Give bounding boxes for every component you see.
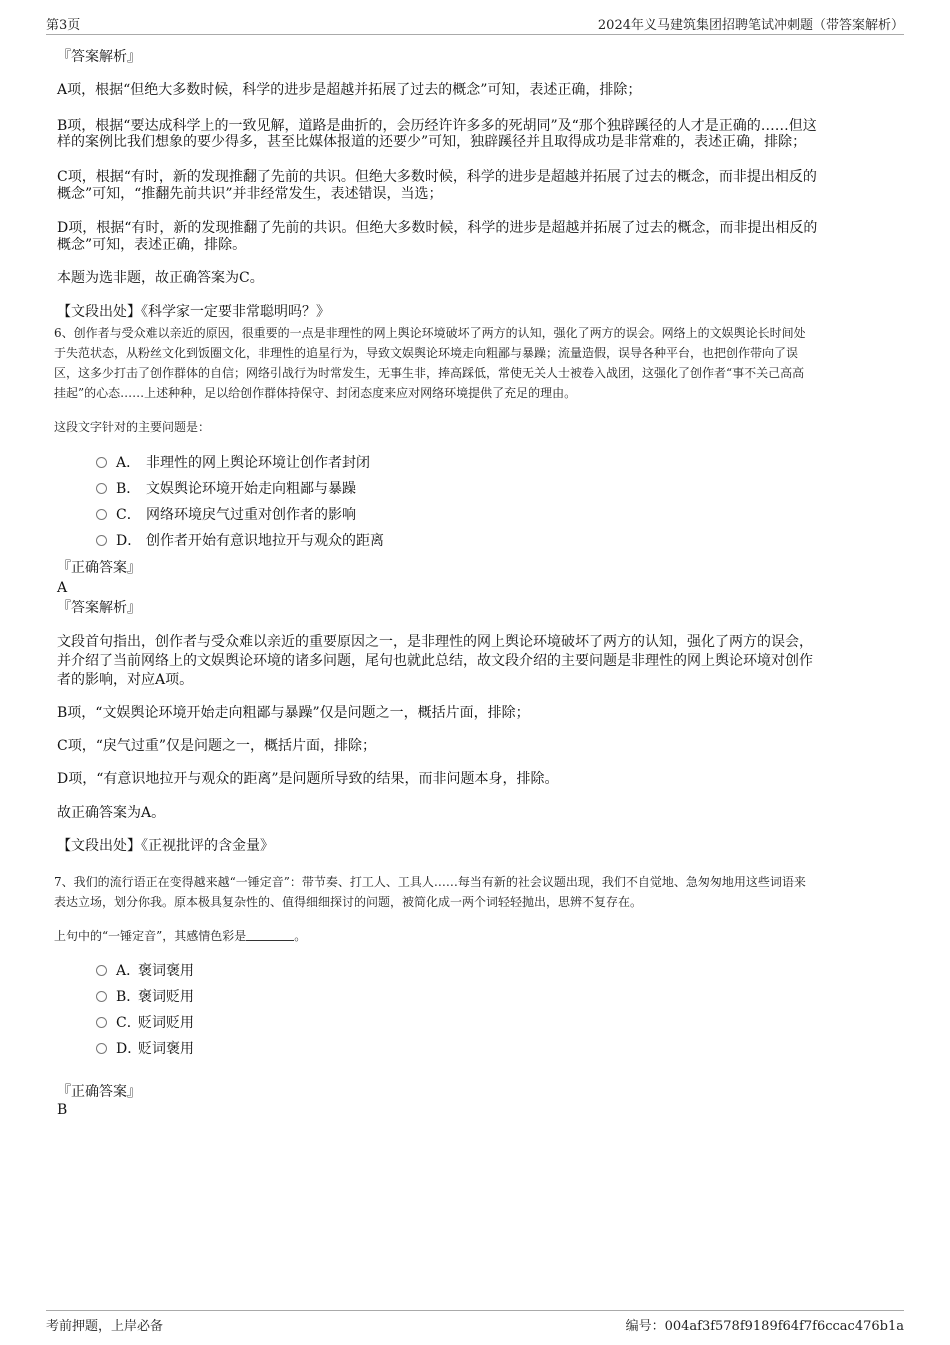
- radio-icon[interactable]: [96, 457, 107, 468]
- q6-option-a[interactable]: [96, 453, 370, 473]
- radio-icon[interactable]: [96, 965, 107, 976]
- q5-analysis-b-line2: 样的案例比我们想象的要少得多，甚至比媒体报道的还要少”可知，独辟蹊径并且取得成功是非常难的，表述正确，排除；: [57, 134, 807, 150]
- option-letter: A．: [116, 455, 141, 471]
- document-title: 2024年义马建筑集团招聘笔试冲刺题（带答案解析）: [597, 18, 904, 33]
- option-text: 褒词褒用: [138, 963, 194, 979]
- page-number: 第3页: [46, 18, 81, 33]
- option-letter: C．: [116, 1015, 141, 1031]
- option-letter: C．: [116, 507, 141, 523]
- q6-analysis-c: C项，“戾气过重”仅是问题之一，概括片面，排除；: [57, 738, 377, 754]
- q5-analysis-c-line2: 概念”可知，“推翻先前共识”并非经常发生，表述错误，当选；: [57, 186, 443, 202]
- q6-analysis-a-line2: 并介绍了当前网络上的文娱舆论环境的诸多问题，尾句也就此总结，故文段介绍的主要问题是非理性的网上舆论环境对创作: [57, 653, 813, 669]
- q5-analysis-b-line1: B项，根据“要达成科学上的一致见解，道路是曲折的，会历经许许多多的死胡同”及“那个独辟蹊径的人才是正确的……但这: [57, 118, 817, 134]
- q5-source: 【文段出处】《科学家一定要非常聪明吗？》: [57, 304, 330, 320]
- q7-question: [54, 926, 894, 946]
- q7-option-a[interactable]: [96, 961, 194, 981]
- option-letter: A．: [116, 963, 141, 979]
- q7-question-text: 上句中的“一锤定音”，其感情色彩是: [54, 929, 247, 943]
- option-letter: B．: [116, 989, 141, 1005]
- q5-analysis-a: A项，根据“但绝大多数时候，科学的进步是超越并拓展了过去的概念”可知，表述正确，排除；: [57, 82, 642, 98]
- q6-source: 【文段出处】《正视批评的含金量》: [57, 838, 274, 854]
- q6-analysis-b: B项，“文娱舆论环境开始走向粗鄙与暴躁”仅是问题之一，概括片面，排除；: [57, 705, 530, 721]
- q6-conclusion: 故正确答案为A。: [57, 805, 166, 821]
- q5-analysis-d-line2: 概念”可知，表述正确，排除。: [57, 237, 247, 253]
- option-text: 非理性的网上舆论环境让创作者封闭: [146, 455, 370, 471]
- document-id: 编号：004af3f578f9189f64f7f6ccac476b1a: [625, 1319, 904, 1334]
- option-text: 贬词褒用: [138, 1041, 194, 1057]
- q7-option-b[interactable]: [96, 987, 194, 1007]
- q6-analysis-a-line3: 者的影响，对应A项。: [57, 672, 194, 688]
- q5-analysis-c-line1: C项，根据“有时，新的发现推翻了先前的共识。但绝大多数时候，科学的进步是超越并拓展了过去的概念，而非提出相反的: [57, 169, 817, 185]
- q7-answer: B: [57, 1102, 68, 1118]
- q6-stem-line4: 挂起”的心态……上述种种，足以给创作群体持保守、封闭态度来应对网络环境提供了充足的理由。: [54, 386, 577, 400]
- option-text: 褒词贬用: [138, 989, 194, 1005]
- option-text: 创作者开始有意识地拉开与观众的距离: [146, 533, 384, 549]
- q6-analysis-label: 『答案解析』: [57, 600, 141, 616]
- q7-question-end: 。: [294, 929, 307, 943]
- q6-question: 这段文字针对的主要问题是：: [54, 420, 211, 434]
- q7-option-d[interactable]: [96, 1039, 194, 1059]
- q6-stem-line2: 于失范状态，从粉丝文化到饭圈文化，非理性的追星行为，导致文娱舆论环境走向粗鄙与暴躁；流量造假，误导各种平台，也把创作带向了误: [54, 346, 799, 360]
- radio-icon[interactable]: [96, 1043, 107, 1054]
- page-header: [46, 12, 904, 35]
- q6-analysis-a-line1: 文段首句指出，创作者与受众难以亲近的重要原因之一，是非理性的网上舆论环境破坏了两方的认知，强化了两方的误会，: [57, 634, 813, 650]
- radio-icon[interactable]: [96, 1017, 107, 1028]
- q7-answer-label: 『正确答案』: [57, 1084, 141, 1100]
- q7-option-c[interactable]: [96, 1013, 194, 1033]
- q7-stem-line1: 7、我们的流行语正在变得越来越“一锤定音”：带节奏、打工人、工具人……每当有新的社会议题出现，我们不自觉地、急匆匆地用这些词语来: [54, 875, 806, 889]
- option-letter: D．: [116, 533, 142, 549]
- q7-stem-line2: 表达立场，划分你我。原本极具复杂性的、值得细细探讨的问题，被简化成一两个词轻轻抛出，思辨不复存在。: [54, 895, 643, 909]
- option-text: 贬词贬用: [138, 1015, 194, 1031]
- q6-answer-label: 『正确答案』: [57, 560, 141, 576]
- q6-stem-line3: 区，这多少打击了创作群体的自信；网络引战行为时常发生，无事生非，捧高踩低，常使无关人士被卷入战团，这强化了创作者“事不关己高高: [54, 366, 805, 380]
- option-letter: D．: [116, 1041, 142, 1057]
- page-footer: [46, 1310, 904, 1337]
- answer-blank: [246, 928, 294, 941]
- q5-conclusion: 本题为选非题，故正确答案为C。: [57, 270, 264, 286]
- q6-analysis-d: D项，“有意识地拉开与观众的距离”是问题所导致的结果，而非问题本身，排除。: [57, 771, 559, 787]
- q6-option-b[interactable]: [96, 479, 356, 499]
- q6-option-d[interactable]: [96, 531, 384, 551]
- option-text: 网络环境戾气过重对创作者的影响: [146, 507, 356, 523]
- radio-icon[interactable]: [96, 483, 107, 494]
- radio-icon[interactable]: [96, 509, 107, 520]
- option-text: 文娱舆论环境开始走向粗鄙与暴躁: [146, 481, 356, 497]
- radio-icon[interactable]: [96, 991, 107, 1002]
- q6-stem-line1: 6、创作者与受众难以亲近的原因，很重要的一点是非理性的网上舆论环境破坏了两方的认知，强化了两方的误会。网络上的文娱舆论长时间处: [54, 326, 806, 340]
- q5-analysis-d-line1: D项，根据“有时，新的发现推翻了先前的共识。但绝大多数时候，科学的进步是超越并拓展了过去的概念，而非提出相反的: [57, 220, 818, 236]
- option-letter: B．: [116, 481, 141, 497]
- q6-option-c[interactable]: [96, 505, 356, 525]
- q5-analysis-label: 『答案解析』: [57, 49, 141, 65]
- footer-slogan: 考前押题，上岸必备: [46, 1319, 164, 1334]
- q6-answer: A: [57, 580, 68, 596]
- radio-icon[interactable]: [96, 535, 107, 546]
